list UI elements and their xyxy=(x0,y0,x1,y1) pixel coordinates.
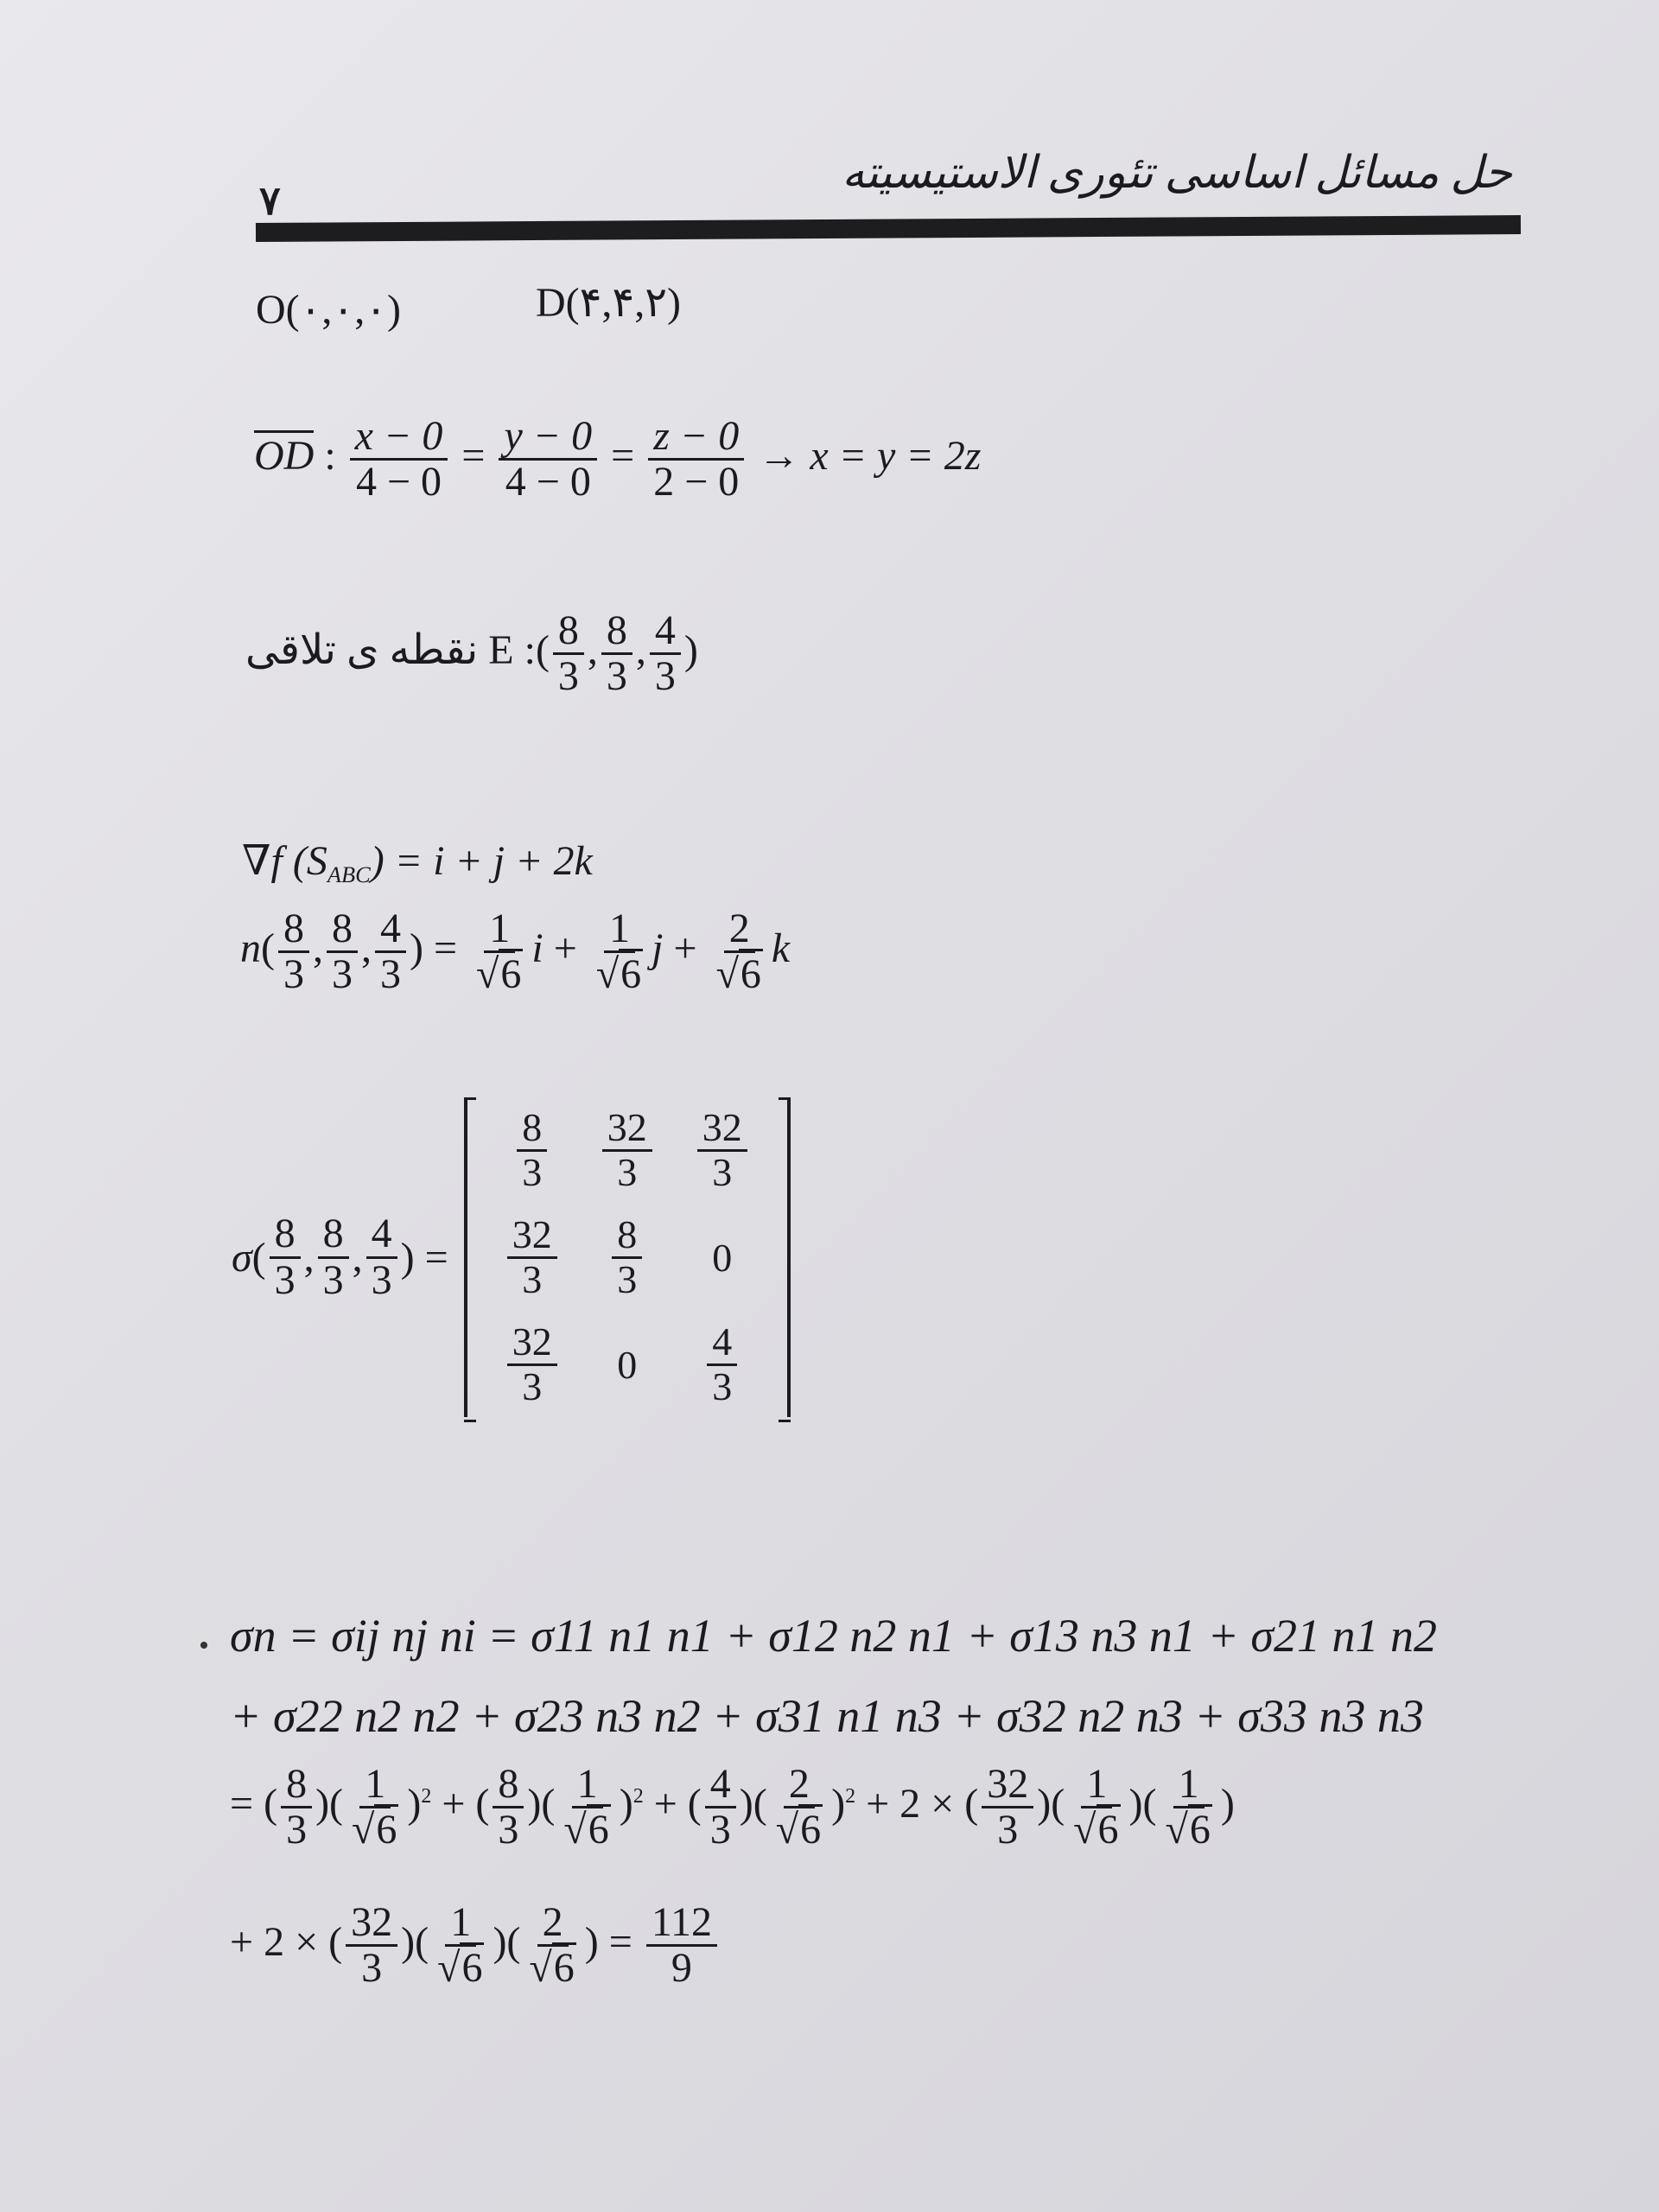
normal-stress-line-4: + 2 × ( $\frac{32}{3}$ )( $\frac{1}{√6}$ )( $\frac{2}{√6}$ ) = $\frac{112}{9}$ xyxy=(230,1901,721,1991)
od-label: OD xyxy=(254,430,314,479)
normal-stress-line-2: + σ22 n2 n2 + σ23 n3 n2 + σ31 n1 n3 + σ32 n2 n3 + σ33 n3 n3 xyxy=(230,1690,1424,1742)
coord-z: $\frac{4}{3}$ xyxy=(650,609,681,699)
page-number: ۷ xyxy=(259,179,281,223)
normal-vector-equation: n( $\frac{8}{3}$ , $\frac{8}{3}$ , $\frac{4}{3}$ ) = $\frac{1}{√6}$ i + $\frac{1}{√6}$ j + $\frac{2}{√6}$ k xyxy=(240,906,791,998)
book-title: حل مسائل اساسی تئوری الاستیسیته xyxy=(842,149,1512,198)
s-coord-z: $\frac{4}{3}$ xyxy=(366,1212,397,1302)
matrix-cell: $\frac{8}{3}$ xyxy=(485,1103,580,1198)
matrix-cell: 0 xyxy=(712,1235,733,1280)
fraction-z: $\frac{z - 0}{2 - 0}$ xyxy=(648,415,744,505)
s-coord-y: $\frac{8}{3}$ xyxy=(318,1212,349,1302)
n-coord-y: $\frac{8}{3}$ xyxy=(327,907,358,997)
n-term-2: $\frac{1}{√6}$ xyxy=(595,906,642,998)
matrix-cell: $\frac{8}{3}$ xyxy=(580,1210,675,1305)
s-coord-x: $\frac{8}{3}$ xyxy=(270,1212,301,1302)
header-rule xyxy=(256,215,1521,242)
intersection-point: E : xyxy=(488,626,536,673)
fraction-y: $\frac{y - 0}{4 - 0}$ xyxy=(499,415,597,505)
normal-stress-line-3: = ( $\frac{8}{3}$ )( $\frac{1}{√6}$ )$^2$ + ( $\frac{8}{3}$ )( $\frac{1}{√6}$ )$^2$ + ( $\frac{4}{3}$ )( $\frac{2}{√6}$ )$^2$ + 2 × ( $\frac{32}{3}$ )( $\frac{1}{√6}$ )( $\frac{1}{√6}$ ) xyxy=(230,1761,1235,1853)
n-coord-x: $\frac{8}{3}$ xyxy=(278,907,309,997)
point-d: D(۴,۴,۲) xyxy=(536,280,681,326)
line-od-equation: OD : $\frac{x - 0}{4 - 0}$ = $\frac{y - 0}{4 - 0}$ = $\frac{z - 0}{2 - 0}$ → x = y = 2z xyxy=(254,413,982,505)
fraction-x: $\frac{x - 0}{4 - 0}$ xyxy=(350,415,448,505)
n-term-1: $\frac{1}{√6}$ xyxy=(476,906,522,998)
matrix-cell: 0 xyxy=(617,1342,638,1387)
stress-matrix xyxy=(464,1097,791,1417)
coord-y: $\frac{8}{3}$ xyxy=(601,609,632,699)
matrix-cell: $\frac{4}{3}$ xyxy=(675,1317,770,1412)
gradient-equation: ∇f $(S_{ABC}) = i + j + 2k$ xyxy=(242,838,593,888)
normal-stress-line-1: σn = σij nj ni = σ11 n1 n1 + σ12 n2 n1 + σ13 n3 n1 + σ21 n1 n2 xyxy=(230,1610,1437,1662)
intersection-line: نقطه ی تلاقی E :( $\frac{8}{3}$ , $\frac{8}{3}$ , $\frac{4}{3}$ ) xyxy=(245,607,698,700)
matrix-cell: $\frac{32}{3}$ xyxy=(485,1317,580,1412)
intersection-label: نقطه ی تلاقی xyxy=(245,626,479,673)
matrix-cell: $\frac{32}{3}$ xyxy=(485,1210,580,1305)
stress-tensor-equation: σ ( $\frac{8}{3}$ , $\frac{8}{3}$ , $\frac{4}{3}$ ) = $\frac{8}{3}$ $\frac{32}{3}$ $\frac{32}{3}$ $\frac{32}{3}$ $\frac{8}{3}$ 0 $\frac{32}{3}$ 0 $\frac{4}{3}$ xyxy=(232,1097,791,1417)
n-coord-z: $\frac{4}{3}$ xyxy=(375,907,406,997)
point-o: O(۰,۰,۰) xyxy=(256,287,401,333)
n-term-3: $\frac{2}{√6}$ xyxy=(715,906,761,998)
od-result: → x = y = 2z xyxy=(758,432,982,479)
coord-x: $\frac{8}{3}$ xyxy=(553,609,584,699)
bullet-dot xyxy=(200,1642,207,1649)
matrix-cell: $\frac{32}{3}$ xyxy=(580,1103,675,1198)
matrix-cell: $\frac{32}{3}$ xyxy=(675,1103,770,1198)
final-result: $\frac{112}{9}$ xyxy=(646,1901,717,1991)
